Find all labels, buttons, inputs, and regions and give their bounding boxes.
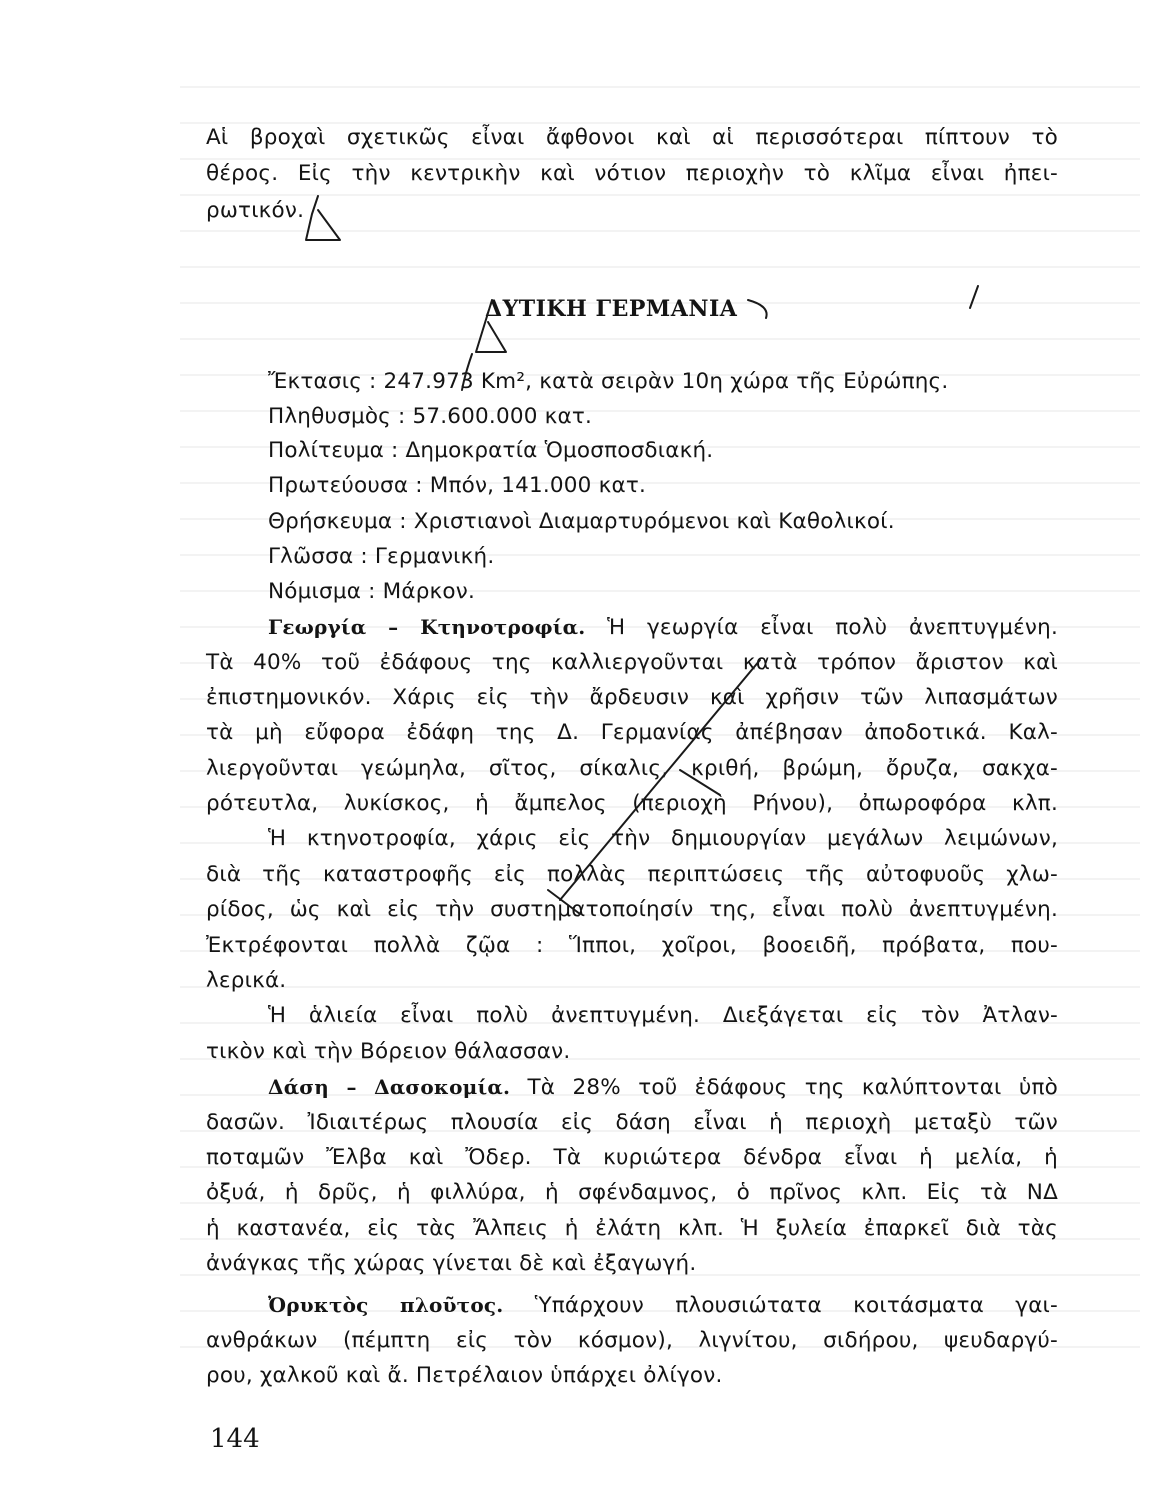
text-line: ἡ καστανέα, εἰς τὰς Ἄλπεις ἡ ἐλάτη κλπ. Ἡ ξυλεία ἐπαρκεῖ διὰ τὰς [206, 1216, 1058, 1241]
mineral-line-1 [268, 1288, 1058, 1323]
title-bracket [748, 300, 767, 318]
text-line: Ἡ ἁλιεία εἶναι πολὺ ἀνεπτυγμένη. Διεξάγεται εἰς τὸν Ἀτλαν- [268, 1003, 1058, 1028]
spec-capital: Πρωτεύουσα : Μπόν, 141.000 κατ. [268, 473, 647, 498]
text-line: ποταμῶν Ἔλβα καὶ Ὄδερ. Τὰ κυριώτερα δένδρα εἶναι ἡ μελία, ἡ [206, 1145, 1058, 1170]
agri-line-1-text: Ἡ γεωργία εἶναι πολὺ ἀνεπτυγμένη. [585, 615, 1059, 640]
page-number: 144 [210, 1424, 260, 1454]
text-line: Αἱ βροχαὶ σχετικῶς εἶναι ἄφθονοι καὶ αἱ περισσότεραι πίπτουν τὸ [206, 125, 1058, 150]
text-line: ρωτικόν. [206, 198, 305, 223]
text-line: θέρος. Εἰς τὴν κεντρικὴν καὶ νότιον περιοχὴν τὸ κλῖμα εἶναι ἠπει- [206, 161, 1058, 186]
text-line: τικὸν καὶ τὴν Βόρειον θάλασσαν. [206, 1039, 571, 1064]
spec-population: Πληθυσμὸς : 57.600.000 κατ. [268, 404, 593, 429]
text-line: ρίδος, ὡς καὶ εἰς τὴν συστηματοποίησίν της, εἶναι πολὺ ἀνεπτυγμένη. [206, 897, 1058, 922]
spec-currency: Νόμισμα : Μάρκον. [268, 579, 476, 604]
forest-line-1 [268, 1070, 1058, 1105]
text-line: Ἐκτρέφονται πολλὰ ζῷα : Ἵπποι, χοῖροι, βοοειδῆ, πρόβατα, που- [206, 933, 1058, 958]
mineral-line-1-text: Ὑπάρχουν πλουσιώτατα κοιτάσματα γαι- [503, 1293, 1058, 1318]
spec-language: Γλῶσσα : Γερμανική. [268, 544, 495, 569]
agri-line-1 [268, 610, 1058, 645]
text-line: δασῶν. Ἰδιαιτέρως πλουσία εἰς δάση εἶναι ἡ περιοχὴ μεταξὺ τῶν [206, 1110, 1058, 1135]
mineral-heading: Ὀρυκτὸς πλοῦτος. [268, 1293, 504, 1317]
spec-religion: Θρήσκευμα : Χριστιανοὶ Διαμαρτυρόμενοι καὶ Καθολικοί. [268, 509, 895, 534]
text-line: τὰ μὴ εὔφορα ἐδάφη της Δ. Γερμανίας ἀπέβησαν ἀποδοτικά. Καλ- [206, 720, 1058, 745]
text-line: ρου, χαλκοῦ καὶ ἄ. Πετρέλαιον ὑπάρχει ὀλίγον. [206, 1363, 723, 1388]
text-line: Τὰ 40% τοῦ ἐδάφους της καλλιεργοῦνται κατὰ τρόπον ἄριστον καὶ [206, 650, 1058, 675]
text-line: ἐπιστημονικόν. Χάρις εἰς τὴν ἄρδευσιν καὶ χρῆσιν τῶν λιπασμάτων [206, 685, 1058, 710]
text-line: ἀνάγκας τῆς χώρας γίνεται δὲ καὶ ἐξαγωγή. [206, 1251, 697, 1276]
forest-heading: Δάση – Δασοκομία. [268, 1075, 511, 1099]
text-line: διὰ τῆς καταστροφῆς εἰς πολλὰς περιπτώσεις τῆς αὐτοφυοῦς χλω- [206, 862, 1058, 887]
forest-line-1-text: Τὰ 28% τοῦ ἐδάφους της καλύπτονται ὑπὸ [510, 1075, 1059, 1100]
spec-government: Πολίτευμα : Δημοκρατία Ὁμοσποσδιακή. [268, 438, 714, 463]
pen-tick [970, 286, 978, 308]
spec-area: Ἔκτασις : 247.973 Km², κατὰ σειρὰν 10η χώρα τῆς Εὐρώπης. [268, 369, 949, 394]
text-line: λιεργοῦνται γεώμηλα, σῖτος, σίκαλις, κριθή, βρώμη, ὄρυζα, σακχα- [206, 756, 1058, 781]
text-line: Ἡ κτηνοτροφία, χάρις εἰς τὴν δημιουργίαν μεγάλων λειμώνων, [268, 826, 1058, 851]
section-title: ΔΥΤΙΚΗ ΓΕΡΜΑΝΙΑ [485, 296, 738, 322]
text-line: ρότευτλα, λυκίσκος, ἡ ἄμπελος (περιοχὴ Ρήνου), ὀπωροφόρα κλπ. [206, 791, 1058, 816]
text-line: λερικά. [206, 968, 287, 993]
agri-heading: Γεωργία – Κτηνοτροφία. [268, 615, 586, 639]
text-line: ανθράκων (πέμπτη εἰς τὸν κόσμον), λιγνίτου, σιδήρου, ψευδαργύ- [206, 1328, 1058, 1353]
text-line: ὀξυά, ἡ δρῦς, ἡ φιλλύρα, ἡ σφένδαμνος, ὁ πρῖνος κλπ. Εἰς τὰ ΝΔ [206, 1180, 1058, 1205]
